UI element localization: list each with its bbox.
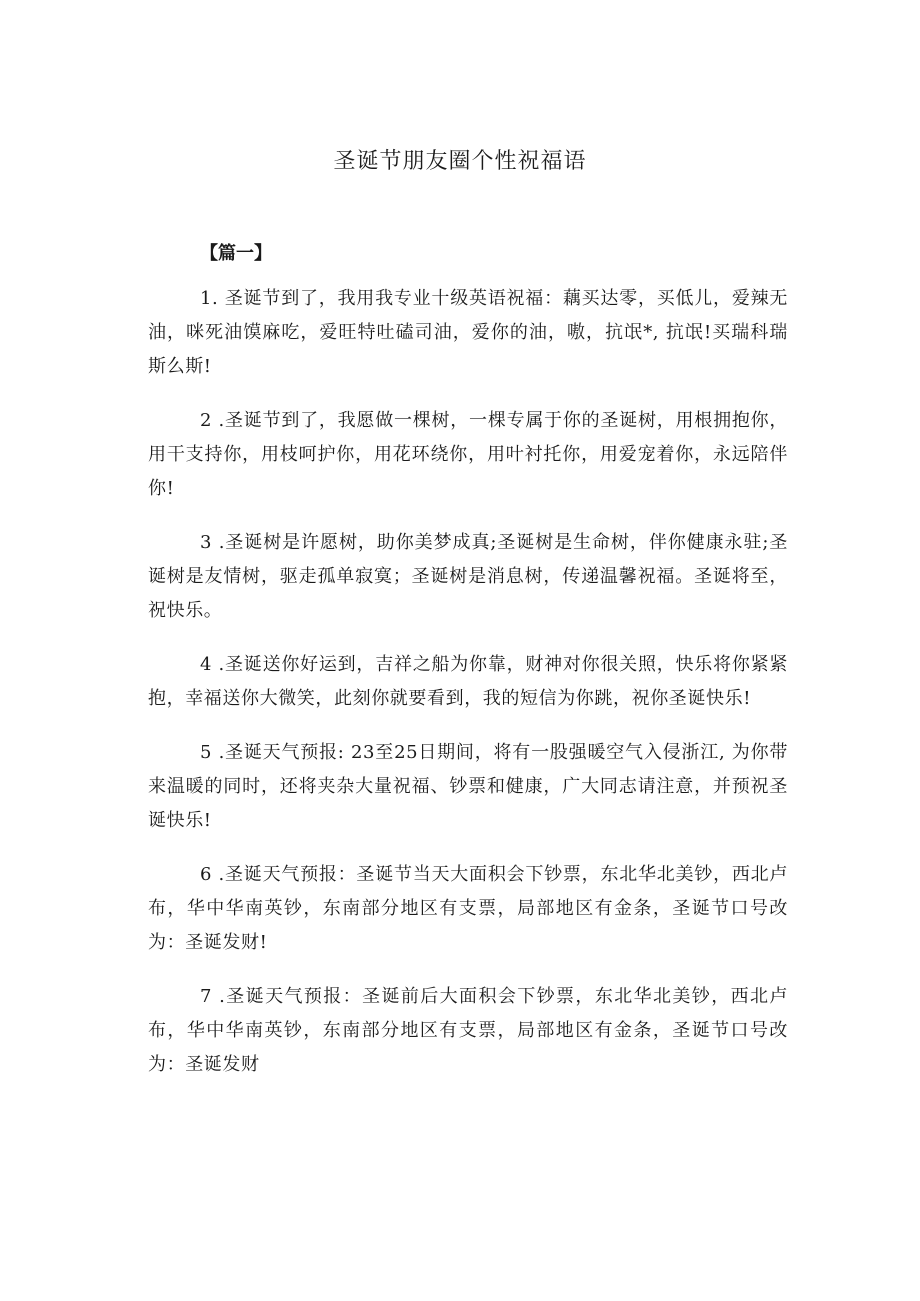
blessing-paragraph-3: 3 .圣诞树是许愿树，助你美梦成真;圣诞树是生命树，伴你健康永驻;圣诞树是友情树，驱走孤单寂寞；圣诞树是消息树，传递温馨祝福。圣诞将至，祝快乐。 (148, 532, 788, 621)
blessing-paragraph-5: 5 .圣诞天气预报: 23至25日期间，将有一股强暖空气入侵浙江, 为你带来温暖的同时，还将夹杂大量祝福、钞票和健康，广大同志请注意，并预祝圣诞快乐! (148, 742, 788, 831)
blessing-paragraph-2: 2 .圣诞节到了，我愿做一棵树，一棵专属于你的圣诞树，用根拥抱你，用干支持你，用枝呵护你，用花环绕你，用叶衬托你，用爱宠着你，永远陪伴你! (148, 410, 788, 499)
blessing-paragraph-7: 7 .圣诞天气预报：圣诞前后大面积会下钞票，东北华北美钞，西北卢布，华中华南英钞，东南部分地区有支票，局部地区有金条，圣诞节口号改为：圣诞发财 (148, 986, 788, 1075)
section-heading: 【篇一】 (200, 243, 272, 264)
blessing-paragraph-6: 6 .圣诞天气预报：圣诞节当天大面积会下钞票，东北华北美钞，西北卢布，华中华南英钞，东南部分地区有支票，局部地区有金条，圣诞节口号改为：圣诞发财! (148, 864, 788, 953)
page-title: 圣诞节朋友圈个性祝福语 (333, 149, 587, 174)
blessing-paragraph-4: 4 .圣诞送你好运到，吉祥之船为你靠，财神对你很关照，快乐将你紧紧抱，幸福送你大微笑，此刻你就要看到，我的短信为你跳，祝你圣诞快乐! (148, 654, 788, 709)
blessing-paragraph-1: 1. 圣诞节到了，我用我专业十级英语祝福：藕买达零，买低儿，爱辣无油，咪死油馍麻吃，爱旺特吐磕司油，爱你的油，嗷，抗氓*, 抗氓!买瑞科瑞斯么斯! (148, 288, 788, 377)
blessing-list (148, 282, 788, 1102)
